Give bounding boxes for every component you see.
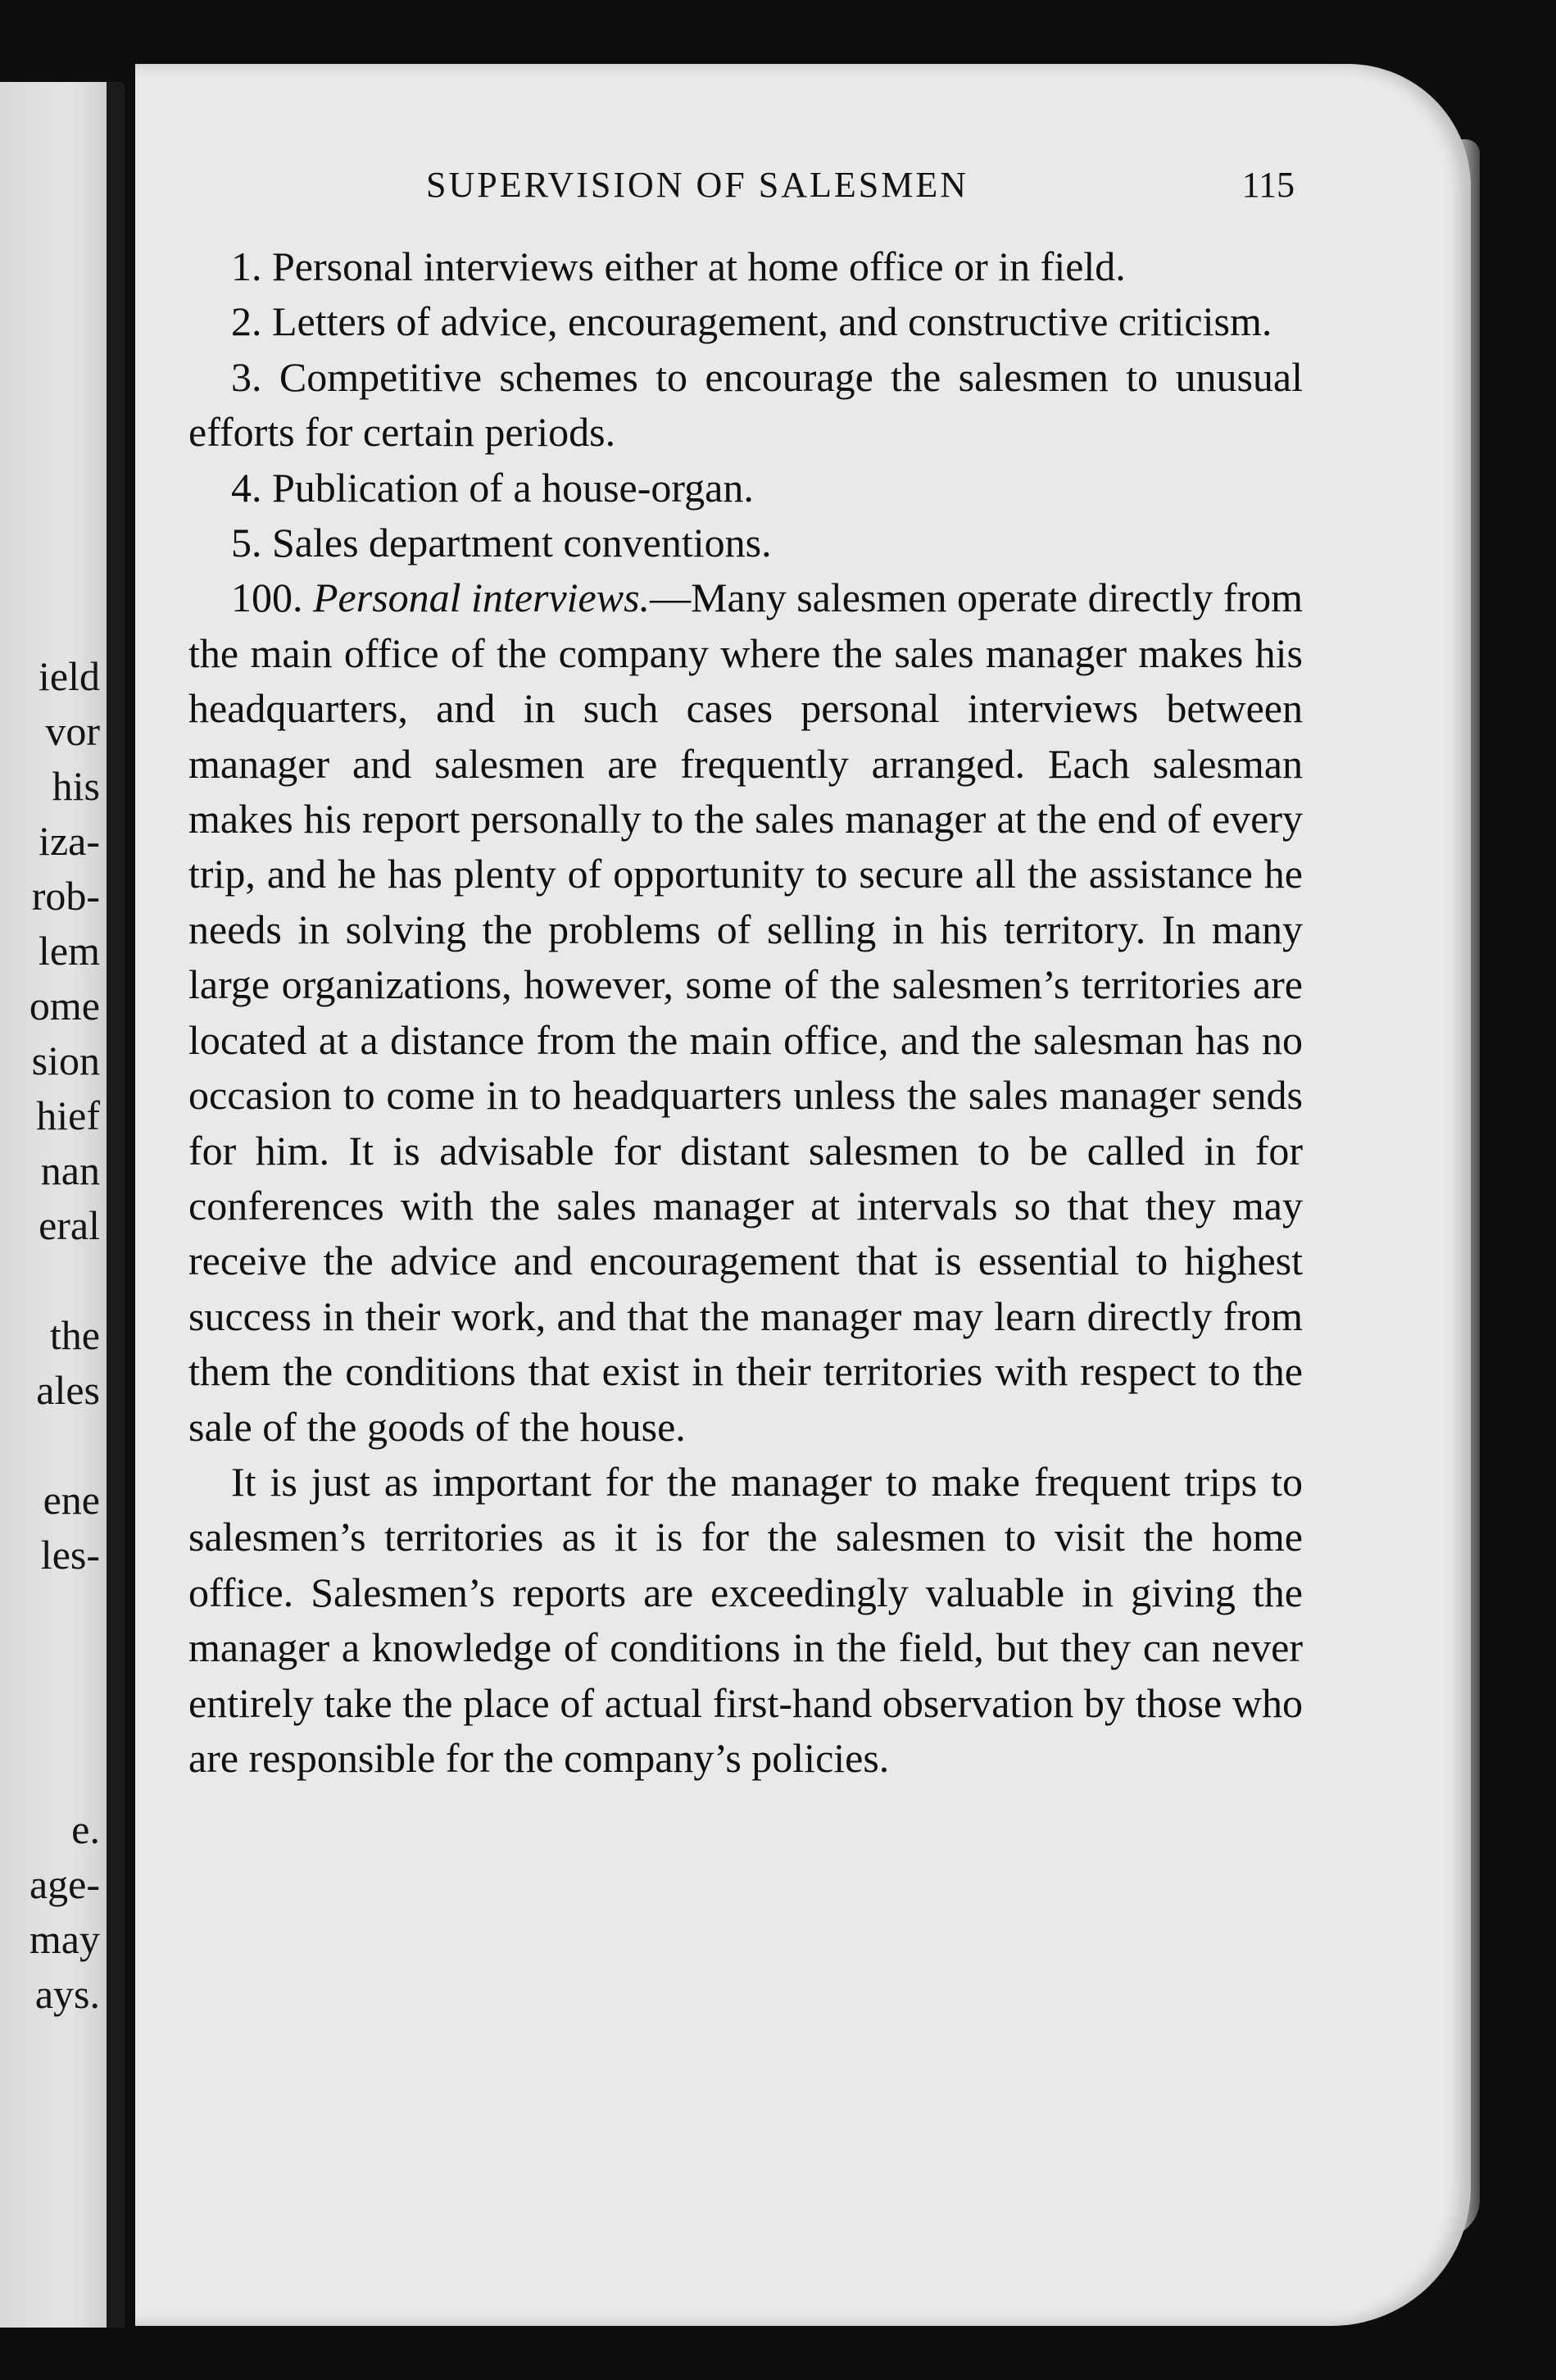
section-paragraph: [188, 570, 1303, 1455]
section-number: 100.: [231, 575, 303, 621]
fragment-line: ales: [36, 1367, 100, 1413]
fragment-line: e.: [71, 1806, 100, 1852]
list-item-number: 2.: [231, 298, 262, 345]
page-body: [188, 239, 1303, 1786]
fragment-line: age-: [29, 1861, 100, 1907]
body-paragraph: It is just as important for the manager to make frequent trips to salesmen’s territories as it is for the salesmen to visit the home office. Salesmen’s reports are exceedingly valuable in giving the manager a knowledge of conditions in the field, but they can never entirely take the place of actual first-hand observation by those who are responsible for the company’s policies.: [188, 1458, 1303, 1781]
list-item-text: Publication of a house-organ.: [272, 464, 754, 511]
fragment-line: nan: [40, 1147, 100, 1193]
fragment-line: may: [29, 1916, 100, 1962]
section-title: Personal interviews.: [313, 575, 651, 621]
fragment-line: the: [49, 1312, 100, 1358]
fragment-line: lem: [39, 928, 100, 974]
list-item-text: Letters of advice, encouragement, and constructive criticism.: [272, 298, 1272, 345]
section-body: —Many salesmen operate directly from the main office of the company where the sales manager makes his headquarters, and in such cases personal interviews between manager and salesmen are frequently arranged. Each salesman makes his report personally to the sales manager at the end of every trip, and he has plenty of opportunity to secure all the assistance he needs in solving the problems of selling in his territory. In many large organizations, however, some of the salesmen’s territories are located at a distance from the main office, and the salesman has no occasion to come in to headquarters unless the sales manager sends for him. It is advisable for distant salesmen to be called in for conferences with the sales manager at intervals so that they may receive the advice and encouragement that is essential to highest success in their work, and that the manager may learn directly from them the conditions that exist in their territories with respect to the sale of the goods of the house.: [188, 575, 1304, 1450]
page-number: 115: [1241, 165, 1295, 205]
page-header: [426, 164, 1295, 213]
fragment-line: les-: [40, 1532, 100, 1578]
list-item: [188, 239, 1303, 294]
previous-page-margin: [0, 82, 125, 2328]
list-item-number: 5.: [231, 520, 262, 566]
list-item: [188, 294, 1303, 349]
list-item-text: Competitive schemes to encourage the salesmen to unusual efforts for certain periods.: [188, 353, 1304, 456]
fragment-line: ene: [43, 1477, 100, 1523]
fragment-line: eral: [39, 1202, 100, 1248]
fragment-line: iza-: [39, 818, 100, 864]
list-item-number: 1.: [231, 243, 262, 289]
list-item: [188, 516, 1303, 570]
list-item-number: 4.: [231, 464, 262, 511]
fragment-line: sion: [31, 1038, 100, 1083]
running-head: SUPERVISION OF SALESMEN: [426, 165, 969, 205]
list-item: [188, 461, 1303, 516]
fragment-line: hief: [36, 1092, 100, 1138]
fragment-line: rob-: [31, 873, 100, 919]
fragment-line: ays.: [34, 1971, 100, 2017]
fragment-line: ield: [39, 653, 100, 699]
list-item: [188, 350, 1303, 461]
book-gutter: [107, 82, 125, 2328]
list-item-text: Personal interviews either at home office or in field.: [272, 243, 1126, 289]
list-item-text: Sales department conventions.: [272, 520, 772, 566]
fragment-line: ome: [29, 983, 100, 1029]
list-item-number: 3.: [231, 353, 262, 400]
fragment-line: vor: [45, 708, 100, 754]
fragment-line: his: [52, 763, 100, 809]
